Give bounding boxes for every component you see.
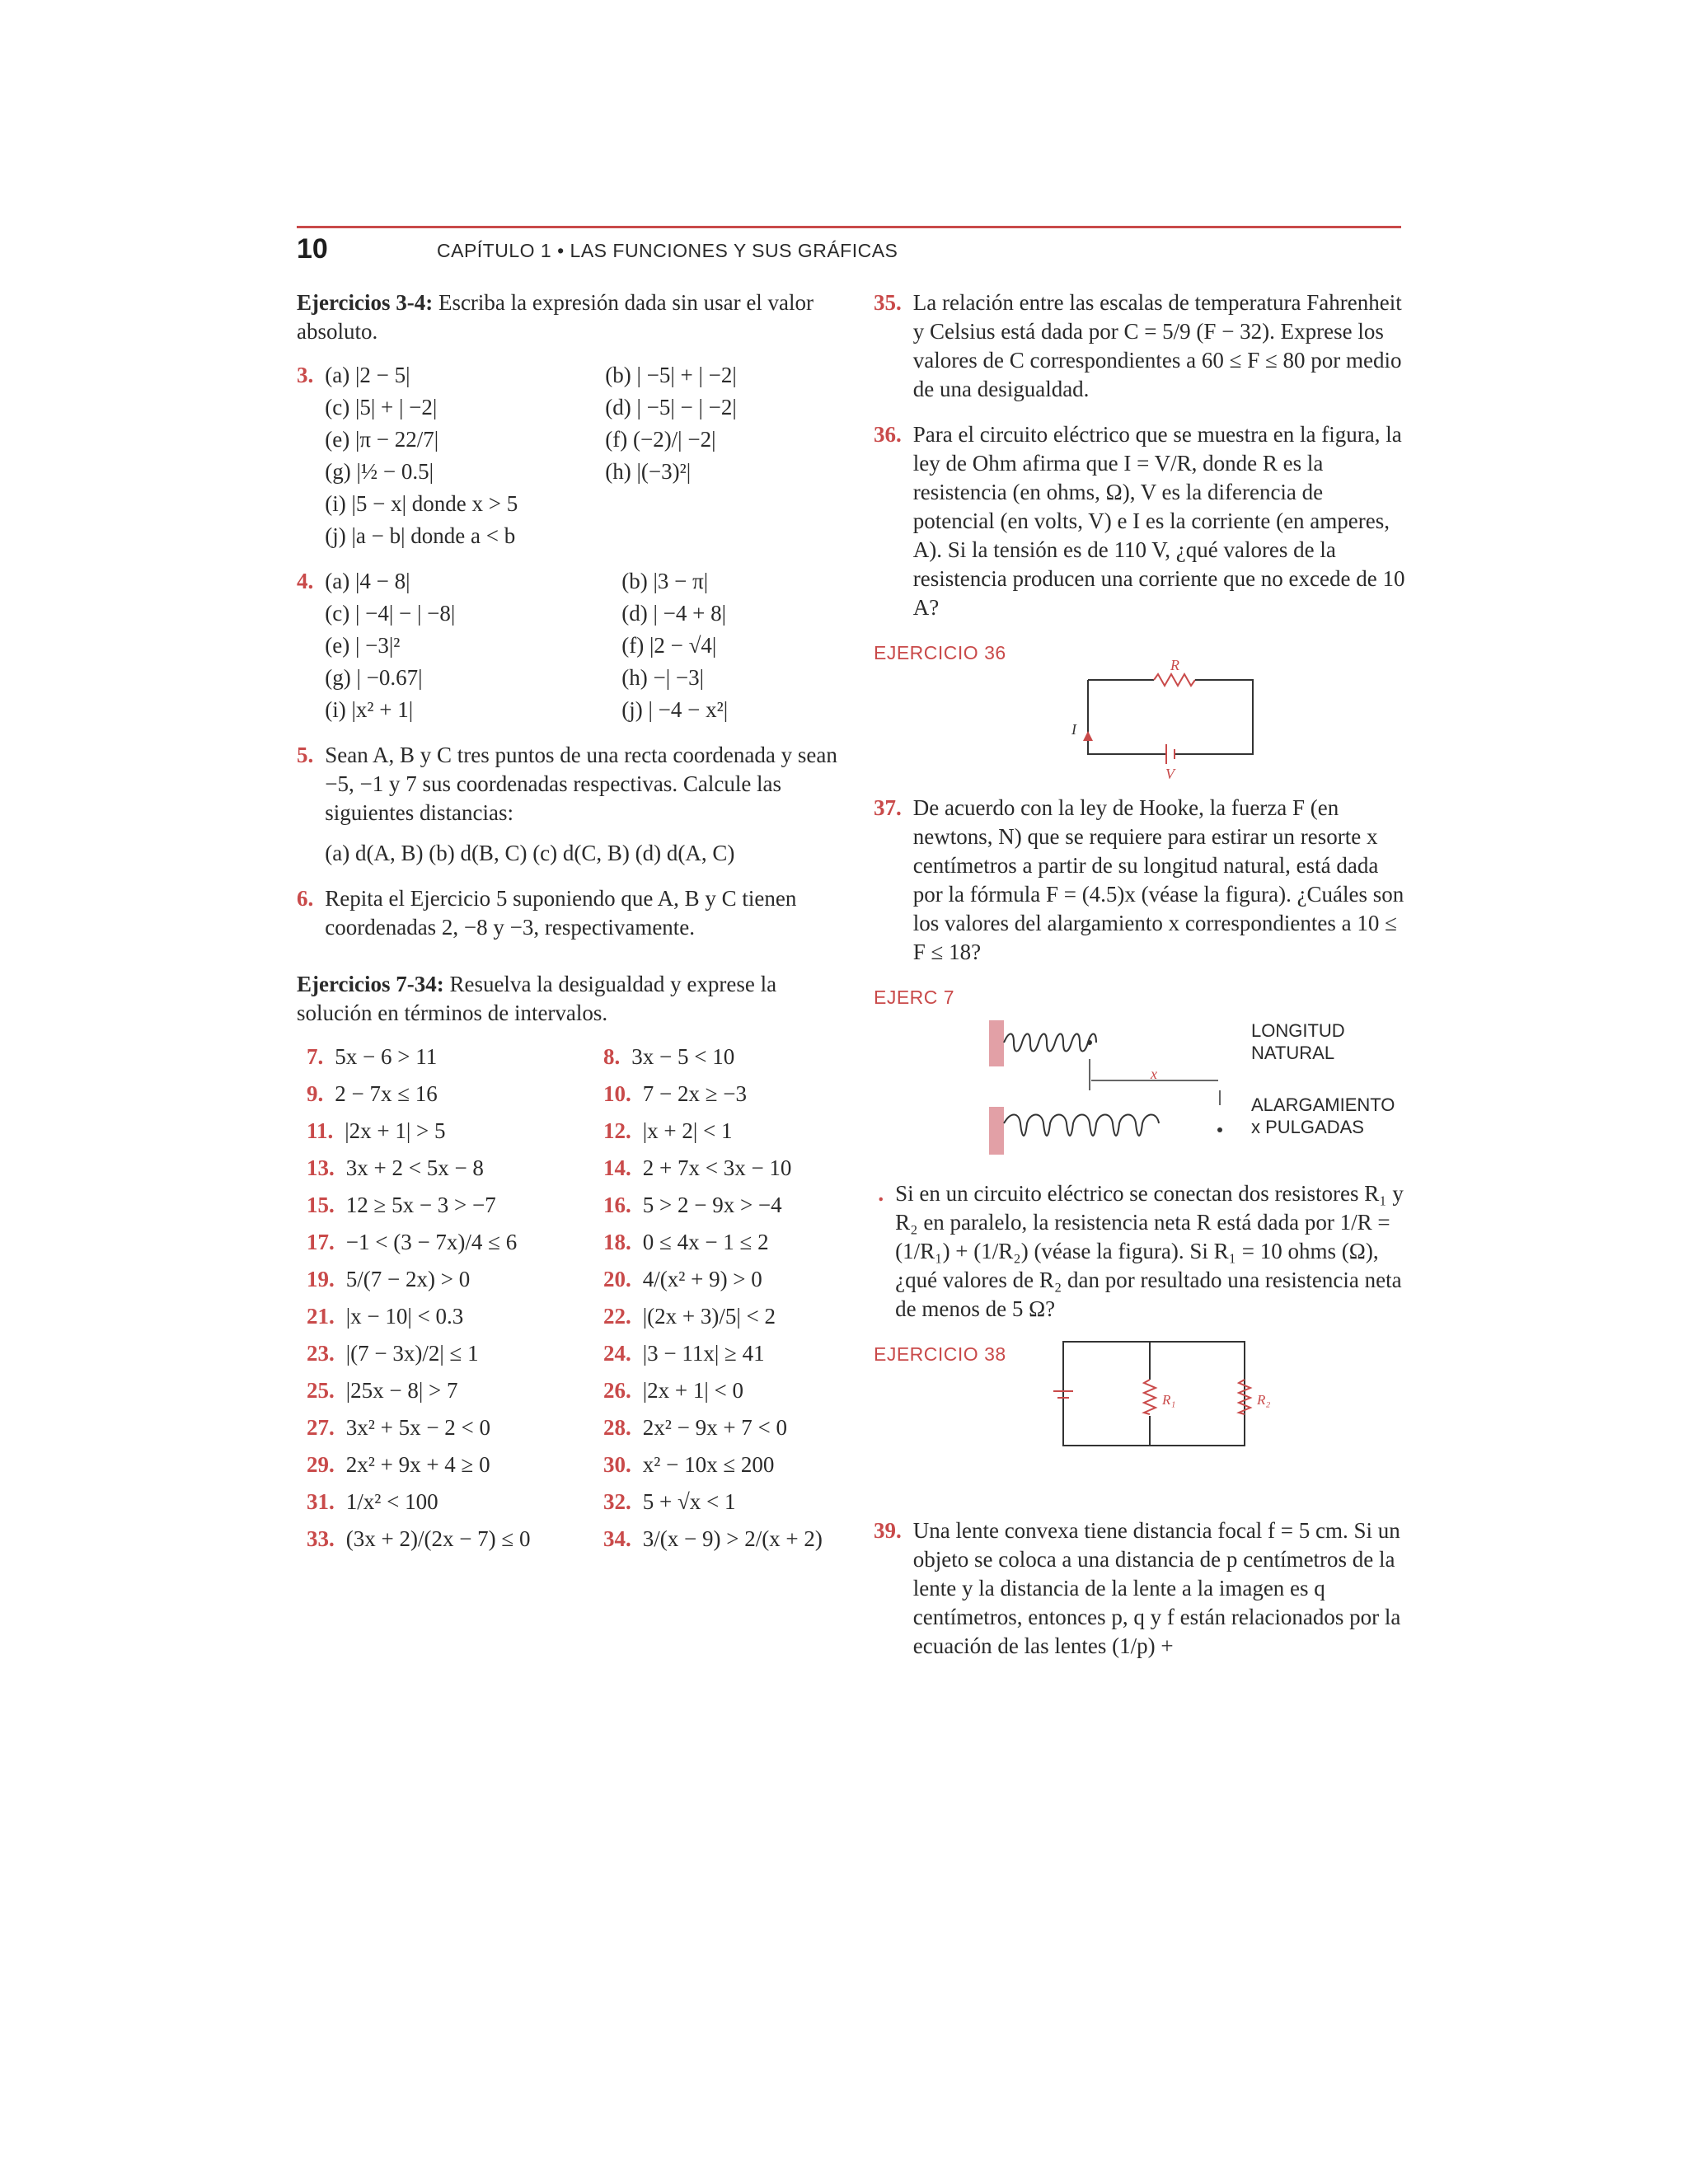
item-j: (j) |a − b| donde a < b bbox=[325, 523, 516, 548]
inequality-expression: 2 + 7x < 3x − 10 bbox=[642, 1155, 792, 1180]
inequalities-list bbox=[297, 1043, 841, 1554]
inequality-item bbox=[307, 1488, 603, 1516]
figure-38 bbox=[874, 1340, 1409, 1505]
label-stretch bbox=[1251, 1094, 1395, 1138]
parallel-circuit-diagram bbox=[874, 1340, 1286, 1464]
inequality-number: 34. bbox=[603, 1526, 631, 1551]
inequality-expression: 1/x² < 100 bbox=[345, 1489, 438, 1514]
inequality-item bbox=[603, 1154, 851, 1183]
inequality-item bbox=[603, 1228, 851, 1257]
r1-label: R₁ bbox=[1162, 1392, 1176, 1408]
spring-end-stretched bbox=[1217, 1127, 1222, 1132]
inequality-expression: 5 + √x < 1 bbox=[642, 1489, 736, 1514]
exercise-38 bbox=[874, 1179, 1409, 1324]
inequality-expression: |(7 − 3x)/2| ≤ 1 bbox=[345, 1341, 479, 1366]
inequality-number: 21. bbox=[307, 1304, 335, 1329]
exercise-5-body bbox=[325, 741, 841, 868]
section-instructions: Resuelva la desigualdad y exprese la solución en términos de intervalos. bbox=[297, 972, 777, 1025]
inequality-number: 24. bbox=[603, 1341, 631, 1366]
resistor-zigzag bbox=[1154, 674, 1195, 686]
exercise-35 bbox=[874, 288, 1409, 404]
inequality-expression: 3x − 5 < 10 bbox=[631, 1044, 735, 1069]
inequality-expression: x² − 10x ≤ 200 bbox=[642, 1452, 775, 1477]
inequality-expression: |x − 10| < 0.3 bbox=[345, 1304, 464, 1329]
current-arrow bbox=[1083, 731, 1093, 741]
inequality-number: 25. bbox=[307, 1378, 335, 1403]
item-g: (g) |½ − 0.5| bbox=[325, 459, 434, 484]
item-a: (a) |2 − 5| bbox=[325, 363, 410, 387]
inequality-number: 11. bbox=[307, 1118, 334, 1143]
inequality-item bbox=[603, 1302, 851, 1331]
exercise-3-items bbox=[325, 361, 869, 551]
item-d: (d) | −4 + 8| bbox=[621, 601, 726, 626]
inequality-number: 20. bbox=[603, 1267, 631, 1291]
spring-end-natural bbox=[1087, 1040, 1092, 1045]
label-line: ALARGAMIENTO bbox=[1251, 1094, 1395, 1115]
item-b: (b) | −5| + | −2| bbox=[605, 363, 737, 387]
exercise-number: 6. bbox=[297, 886, 314, 911]
exercise-5 bbox=[297, 741, 841, 868]
inequality-item bbox=[307, 1451, 603, 1479]
section-heading-7-34 bbox=[297, 970, 841, 1028]
distance-parts: (a) d(A, B) (b) d(B, C) (c) d(C, B) (d) d(A, C) bbox=[325, 841, 735, 865]
right-column bbox=[874, 288, 1409, 1677]
figure-36 bbox=[874, 639, 1409, 782]
inequality-item bbox=[603, 1191, 851, 1220]
inequality-expression: 5/(7 − 2x) > 0 bbox=[345, 1267, 471, 1291]
item-i: (i) |5 − x| donde x > 5 bbox=[325, 491, 518, 516]
exercise-39 bbox=[874, 1516, 1409, 1661]
wire bbox=[1088, 680, 1166, 754]
label-line: x PULGADAS bbox=[1251, 1117, 1364, 1137]
inequality-item bbox=[307, 1117, 603, 1146]
wall-bottom bbox=[989, 1107, 1004, 1155]
section-instructions: Escriba la expresión dada sin usar el valor absoluto. bbox=[297, 290, 814, 344]
inequality-expression: 3x + 2 < 5x − 8 bbox=[345, 1155, 484, 1180]
item-d: (d) | −5| − | −2| bbox=[605, 395, 737, 419]
inequality-expression: 2x² − 9x + 7 < 0 bbox=[642, 1415, 788, 1440]
inequality-item bbox=[603, 1451, 851, 1479]
inequality-item bbox=[307, 1339, 603, 1368]
resistor-label: R bbox=[1170, 657, 1179, 673]
inequality-item bbox=[603, 1339, 851, 1368]
item-c: (c) |5| + | −2| bbox=[325, 395, 438, 419]
section-heading-3-4 bbox=[297, 288, 841, 346]
label-natural-length bbox=[1251, 1019, 1345, 1064]
exercise-number: 3. bbox=[297, 363, 314, 387]
chapter-title: CAPÍTULO 1 • LAS FUNCIONES Y SUS GRÁFICAS bbox=[437, 240, 898, 261]
inequality-item bbox=[603, 1080, 851, 1108]
exercise-number: 5. bbox=[297, 743, 314, 767]
inequality-number: 16. bbox=[603, 1193, 631, 1217]
inequality-expression: 7 − 2x ≥ −3 bbox=[642, 1081, 748, 1106]
resistor-r1 bbox=[1144, 1380, 1156, 1414]
item-h: (h) −| −3| bbox=[621, 665, 704, 690]
inequality-number: 22. bbox=[603, 1304, 631, 1329]
item-f: (f) |2 − √4| bbox=[621, 633, 717, 658]
inequality-number: 32. bbox=[603, 1489, 631, 1514]
inequality-item bbox=[307, 1228, 603, 1257]
inequality-expression: 3/(x − 9) > 2/(x + 2) bbox=[642, 1526, 823, 1551]
inequality-item bbox=[603, 1376, 851, 1405]
exercise-6 bbox=[297, 884, 841, 942]
exercise-text: Una lente convexa tiene distancia focal f = 5 cm. Si un objeto se coloca a una distancia de p centímetros de la lente y la distancia de la lente a la imagen es q centímetros, entonces p, q y f están relacionados por la ecuación de las lentes (1/p) + bbox=[912, 1518, 1401, 1658]
page-number: 10 bbox=[297, 233, 328, 265]
inequality-number: 27. bbox=[307, 1415, 335, 1440]
inequality-expression: 2x² + 9x + 4 ≥ 0 bbox=[345, 1452, 490, 1477]
figure-label: EJERCICIO 36 bbox=[874, 642, 1006, 663]
inequality-expression: |x + 2| < 1 bbox=[642, 1118, 733, 1143]
figure-label: EJERC 7 bbox=[874, 987, 955, 1008]
exercise-number: 35. bbox=[874, 290, 902, 315]
inequality-item bbox=[307, 1413, 603, 1442]
inequality-item bbox=[307, 1376, 603, 1405]
item-h: (h) |(−3)²| bbox=[605, 459, 692, 484]
inequality-number: 14. bbox=[603, 1155, 631, 1180]
item-b: (b) |3 − π| bbox=[621, 569, 709, 593]
inequality-number: 28. bbox=[603, 1415, 631, 1440]
inequality-number: 23. bbox=[307, 1341, 335, 1366]
inequality-expression: |2x + 1| > 5 bbox=[345, 1118, 446, 1143]
current-label: I bbox=[1071, 721, 1076, 738]
wall-top bbox=[989, 1020, 1004, 1066]
inequality-expression: |2x + 1| < 0 bbox=[642, 1378, 744, 1403]
exercise-text: Repita el Ejercicio 5 suponiendo que A, B y C tienen coordenadas 2, −8 y −3, respectivamente. bbox=[325, 886, 797, 940]
inequality-item bbox=[307, 1302, 603, 1331]
inequality-number: 12. bbox=[603, 1118, 631, 1143]
spring-natural bbox=[1004, 1034, 1096, 1052]
inequality-item bbox=[307, 1191, 603, 1220]
exercise-text: La relación entre las escalas de temperatura Fahrenheit y Celsius está dada por C = 5/9 (F − 32). Exprese los valores de C correspondientes a 60 ≤ F ≤ 80 por medio de una desigualdad. bbox=[912, 290, 1402, 401]
inequality-expression: 5 > 2 − 9x > −4 bbox=[642, 1193, 782, 1217]
exercise-text: Para el circuito eléctrico que se muestra en la figura, la ley de Ohm afirma que I = V/R, donde R es la resistencia (en ohms, Ω), V es la diferencia de potencial (en volts, V) e I es la corriente (en amperes, A). Si la tensión es de 110 V, ¿qué valores de la resistencia producen una corriente que no excede de 10 A? bbox=[912, 422, 1405, 620]
figure-label: EJERCICIO 38 bbox=[874, 1343, 1006, 1365]
inequality-expression: 0 ≤ 4x − 1 ≤ 2 bbox=[642, 1230, 769, 1254]
inequality-expression: |3 − 11x| ≥ 41 bbox=[642, 1341, 765, 1366]
spring-diagram bbox=[874, 1008, 1286, 1165]
item-f: (f) (−2)/| −2| bbox=[605, 427, 716, 452]
section-title: Ejercicios 3-4: bbox=[297, 290, 434, 315]
exercise-37 bbox=[874, 794, 1409, 967]
item-i: (i) |x² + 1| bbox=[325, 697, 414, 722]
outer-loop bbox=[1063, 1342, 1245, 1446]
inequality-item bbox=[603, 1488, 851, 1516]
item-e: (e) | −3|² bbox=[325, 633, 401, 658]
exercise-text: Si en un circuito eléctrico se conectan dos resistores R₁ y R₂ en paralelo, la resistencia neta R está dada por 1/R = (1/R₁) + (1/R₂) (véase la figura). Si R₁ = 10 ohms (Ω), ¿qué valores de R₂ dan por resultado una resistencia neta de menos de 5 Ω? bbox=[895, 1181, 1404, 1321]
inequality-expression: 3x² + 5x − 2 < 0 bbox=[345, 1415, 491, 1440]
inequality-number: 9. bbox=[307, 1081, 324, 1106]
left-column bbox=[297, 288, 841, 1554]
inequality-number: 15. bbox=[307, 1193, 335, 1217]
item-j: (j) | −4 − x²| bbox=[621, 697, 729, 722]
figure-37 bbox=[874, 983, 1409, 1173]
wire bbox=[1175, 680, 1253, 754]
inequality-number: 33. bbox=[307, 1526, 335, 1551]
exercise-36 bbox=[874, 420, 1409, 622]
exercise-number: 4. bbox=[297, 569, 314, 593]
inequality-expression: 4/(x² + 9) > 0 bbox=[642, 1267, 762, 1291]
exercise-text: De acuerdo con la ley de Hooke, la fuerza F (en newtons, N) que se requiere para estirar un resorte x centímetros a partir de su longitud natural, está dada por la fórmula F = (4.5)x (véase la figura). ¿Cuáles son los valores del alargamiento x correspondientes a 10 ≤ F ≤ 18? bbox=[912, 795, 1404, 964]
inequality-number: 29. bbox=[307, 1452, 335, 1477]
inequality-item bbox=[307, 1043, 603, 1071]
voltage-label: V bbox=[1165, 766, 1175, 782]
exercise-number: 39. bbox=[874, 1518, 902, 1543]
inequality-item bbox=[603, 1413, 851, 1442]
exercise-4 bbox=[297, 567, 841, 724]
exercise-text: Sean A, B y C tres puntos de una recta coordenada y sean −5, −1 y 7 sus coordenadas respectivas. Calcule las siguientes distancias: bbox=[325, 743, 837, 825]
inequality-number: 18. bbox=[603, 1230, 631, 1254]
page-header bbox=[297, 226, 1401, 266]
inequality-number: 10. bbox=[603, 1081, 631, 1106]
exercise-number: 36. bbox=[874, 422, 902, 447]
inequality-item bbox=[307, 1525, 603, 1554]
inequality-number: 19. bbox=[307, 1267, 335, 1291]
extension-x: x bbox=[1151, 1066, 1157, 1082]
item-e: (e) |π − 22/7| bbox=[325, 427, 439, 452]
inequality-expression: |(2x + 3)/5| < 2 bbox=[642, 1304, 776, 1329]
item-g: (g) | −0.67| bbox=[325, 665, 423, 690]
exercise-4-items bbox=[325, 567, 869, 724]
inequality-item bbox=[603, 1265, 851, 1294]
inequality-number: 8. bbox=[603, 1044, 621, 1069]
inequality-expression: |25x − 8| > 7 bbox=[345, 1378, 458, 1403]
inequality-item bbox=[307, 1154, 603, 1183]
item-c: (c) | −4| − | −8| bbox=[325, 601, 456, 626]
inequality-item bbox=[307, 1080, 603, 1108]
exercise-number: . bbox=[874, 1181, 884, 1206]
inequality-item bbox=[307, 1265, 603, 1294]
inequality-expression: 12 ≥ 5x − 3 > −7 bbox=[345, 1193, 496, 1217]
inequality-number: 31. bbox=[307, 1489, 335, 1514]
label-line: LONGITUD bbox=[1251, 1020, 1345, 1041]
inequality-item bbox=[603, 1525, 851, 1554]
exercise-3 bbox=[297, 361, 841, 551]
r2-label: R₂ bbox=[1257, 1392, 1271, 1408]
exercise-number: 37. bbox=[874, 795, 902, 820]
inequality-number: 7. bbox=[307, 1044, 324, 1069]
inequality-number: 30. bbox=[603, 1452, 631, 1477]
inequality-expression: (3x + 2)/(2x − 7) ≤ 0 bbox=[345, 1526, 531, 1551]
inequality-number: 13. bbox=[307, 1155, 335, 1180]
inequality-expression: 2 − 7x ≤ 16 bbox=[335, 1081, 438, 1106]
inequality-expression: −1 < (3 − 7x)/4 ≤ 6 bbox=[345, 1230, 518, 1254]
section-title: Ejercicios 7-34: bbox=[297, 972, 444, 996]
inequality-expression: 5x − 6 > 11 bbox=[335, 1044, 438, 1069]
inequality-number: 17. bbox=[307, 1230, 335, 1254]
inequality-item bbox=[603, 1043, 851, 1071]
label-line: NATURAL bbox=[1251, 1043, 1335, 1063]
item-a: (a) |4 − 8| bbox=[325, 569, 410, 593]
circuit-diagram bbox=[874, 647, 1335, 782]
spring-stretched bbox=[1004, 1115, 1159, 1137]
inequality-number: 26. bbox=[603, 1378, 631, 1403]
inequality-item bbox=[603, 1117, 851, 1146]
